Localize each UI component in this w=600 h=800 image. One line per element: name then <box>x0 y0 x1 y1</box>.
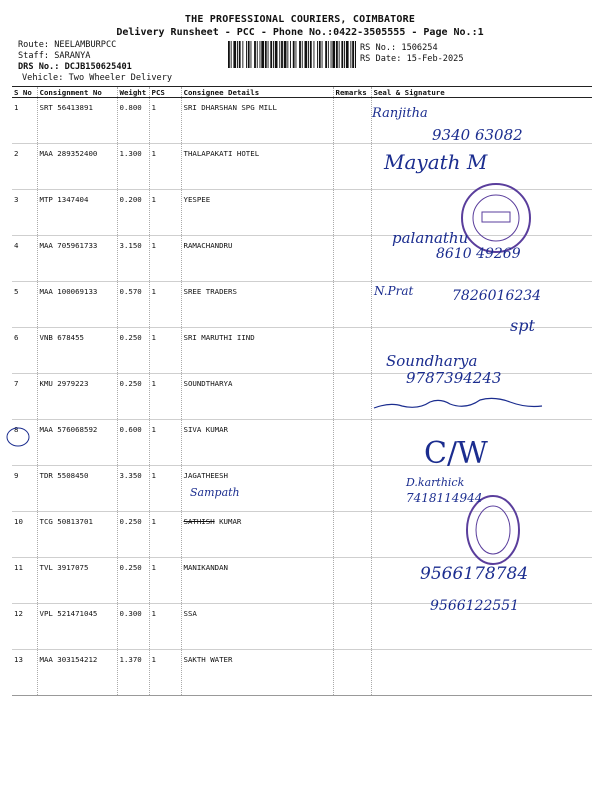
phone-row-10: 7418114944 <box>406 491 483 505</box>
barcode-bar <box>237 41 238 68</box>
cell-pcs: 1 <box>149 282 181 328</box>
rs-date-value: 15-Feb-2025 <box>406 54 464 64</box>
cell-weight: 0.570 <box>117 282 149 328</box>
phone-row-12: 9566178784 <box>420 564 529 584</box>
col-signature: Seal & Signature <box>371 87 592 98</box>
cell-consignment: TCG 50813701 <box>37 512 117 558</box>
barcode-bar <box>332 41 335 68</box>
vehicle-value: Two Wheeler Delivery <box>68 73 173 83</box>
col-remarks: Remarks <box>333 87 371 98</box>
remark-row-9: C/W <box>424 436 488 471</box>
rs-no-value: 1506254 <box>401 43 438 53</box>
route-line <box>18 40 116 51</box>
cell-remarks <box>333 466 371 512</box>
cell-pcs: 1 <box>149 512 181 558</box>
cell-sno: 3 <box>12 190 37 236</box>
barcode-bar <box>270 41 272 68</box>
cell-consignee: SREE TRADERS <box>181 282 333 328</box>
phone-row-7: 9787394243 <box>406 369 502 387</box>
cell-consignee: SIVA KUMAR <box>181 420 333 466</box>
cell-signature <box>371 650 592 696</box>
cell-remarks <box>333 420 371 466</box>
barcode-bar <box>331 41 332 68</box>
cell-consignee: THALAPAKATI HOTEL <box>181 144 333 190</box>
cell-consignment: MAA 576068592 <box>37 420 117 466</box>
cell-sno: 5 <box>12 282 37 328</box>
barcode-bar <box>293 41 295 68</box>
cell-pcs: 1 <box>149 374 181 420</box>
phone-row-1: 9340 63082 <box>432 126 523 144</box>
cell-pcs: 1 <box>149 420 181 466</box>
barcode-bar <box>355 41 356 68</box>
barcode-bar <box>233 41 236 68</box>
cell-weight: 3.350 <box>117 466 149 512</box>
cell-pcs: 1 <box>149 144 181 190</box>
cell-pcs: 1 <box>149 650 181 696</box>
barcode-bar <box>325 41 327 68</box>
barcode-bar <box>317 41 318 68</box>
signature-row-2: Mayath M <box>384 150 488 174</box>
cell-sno: 11 <box>12 558 37 604</box>
cell-weight: 0.250 <box>117 328 149 374</box>
barcode-bar <box>314 41 315 68</box>
drs-label: DRS No.: <box>18 62 60 72</box>
barcode-bar <box>239 41 241 68</box>
cell-weight: 0.200 <box>117 190 149 236</box>
staff-value: SARANYA <box>54 51 91 61</box>
barcode-bar <box>281 41 283 68</box>
rs-no-line <box>360 43 438 53</box>
barcode-bar <box>284 41 287 68</box>
barcode-bar <box>257 41 258 68</box>
cell-remarks <box>333 604 371 650</box>
cell-weight: 1.370 <box>117 650 149 696</box>
company-seal-stamp <box>458 180 534 256</box>
cell-weight: 0.250 <box>117 374 149 420</box>
cell-sno: 12 <box>12 604 37 650</box>
rs-no-label: RS No.: <box>360 43 397 53</box>
barcode-bar <box>265 41 267 68</box>
cell-remarks <box>333 190 371 236</box>
phone-row-13: 9566122551 <box>430 598 520 614</box>
drs-line <box>18 62 132 73</box>
barcode-bar <box>290 41 291 68</box>
signature-row-4: palanathu <box>392 229 469 247</box>
cell-consignment: TDR 5508450 <box>37 466 117 512</box>
rs-date-line <box>360 54 464 64</box>
cell-weight: 3.150 <box>117 236 149 282</box>
cell-remarks <box>333 98 371 144</box>
barcode-bar <box>339 41 340 68</box>
col-sno: S No <box>12 87 37 98</box>
barcode-bar <box>305 41 308 68</box>
cell-remarks <box>333 282 371 328</box>
barcode-bar <box>336 41 338 68</box>
cell-consignee: RAMACHANDRU <box>181 236 333 282</box>
barcode-bar <box>328 41 329 68</box>
barcode-bar <box>352 41 354 68</box>
barcode-bar <box>260 41 261 68</box>
cell-consignee: SSA <box>181 604 333 650</box>
cell-sno: 2 <box>12 144 37 190</box>
cell-consignment: MAA 289352400 <box>37 144 117 190</box>
vehicle-label: Vehicle: <box>22 73 64 83</box>
barcode-bar <box>242 41 243 68</box>
cell-consignment: KMU 2979223 <box>37 374 117 420</box>
barcode-bar <box>273 41 274 68</box>
staff-label: Staff: <box>18 51 50 61</box>
cell-consignee: YESPEE <box>181 190 333 236</box>
company-title: THE PROFESSIONAL COURIERS, COIMBATORE <box>184 14 416 25</box>
circle-mark <box>4 425 32 449</box>
struck-name: SATHISH <box>183 517 215 526</box>
cell-sno: 9 <box>12 466 37 512</box>
barcode-bar <box>254 41 256 68</box>
scribble-signature-row-8 <box>370 392 550 418</box>
signature-row-1: Ranjitha <box>372 106 428 121</box>
barcode-bar <box>296 41 297 68</box>
signature-row-7: Soundharya <box>386 352 478 370</box>
cell-weight: 1.300 <box>117 144 149 190</box>
barcode-bar <box>246 41 247 68</box>
cell-consignment: TVL 3917075 <box>37 558 117 604</box>
barcode-bar <box>231 41 232 68</box>
cell-weight: 0.300 <box>117 604 149 650</box>
consignee-name: KUMAR <box>219 517 242 526</box>
cell-consignment: VNB 678455 <box>37 328 117 374</box>
cell-consignee: SRI MARUTHI IIND <box>181 328 333 374</box>
cell-consignee: MANIKANDAN <box>181 558 333 604</box>
vehicle-line <box>22 73 172 84</box>
cell-consignment: SRT 56413891 <box>37 98 117 144</box>
cell-remarks <box>333 650 371 696</box>
barcode-bar <box>251 41 252 68</box>
route-label: Route: <box>18 40 50 50</box>
cell-remarks <box>333 558 371 604</box>
barcode-bar <box>346 41 349 68</box>
cell-pcs: 1 <box>149 98 181 144</box>
signature-row-10: D.karthick <box>406 476 465 489</box>
cell-weight: 0.250 <box>117 512 149 558</box>
cell-remarks <box>333 374 371 420</box>
barcode-bar <box>341 41 343 68</box>
col-consignment: Consignment No <box>37 87 117 98</box>
phone-row-5: 7826016234 <box>452 288 542 304</box>
note-row-10: Sampath <box>190 486 240 499</box>
table-header-row <box>12 87 592 98</box>
cell-consignment: MAA 705961733 <box>37 236 117 282</box>
barcode-bar <box>287 41 288 68</box>
cell-remarks <box>333 328 371 374</box>
cell-consignment: MAA 100069133 <box>37 282 117 328</box>
cell-weight: 0.800 <box>117 98 149 144</box>
cell-pcs: 1 <box>149 466 181 512</box>
cell-consignment: MAA 303154212 <box>37 650 117 696</box>
table-row <box>12 420 592 466</box>
col-weight: Weight <box>117 87 149 98</box>
barcode-bar <box>344 41 345 68</box>
phone-row-4: 8610 49269 <box>436 246 521 262</box>
signature-row-5: N.Prat <box>374 284 414 298</box>
cell-sno: 7 <box>12 374 37 420</box>
cell-remarks <box>333 512 371 558</box>
barcode-bar <box>228 41 230 68</box>
cell-pcs: 1 <box>149 328 181 374</box>
cell-sno: 6 <box>12 328 37 374</box>
barcode-bar <box>299 41 301 68</box>
table-row <box>12 328 592 374</box>
cell-pcs: 1 <box>149 236 181 282</box>
barcode-bar <box>310 41 312 68</box>
signature-row-6: spt <box>510 316 535 335</box>
cell-pcs: 1 <box>149 190 181 236</box>
barcode-bar <box>261 41 264 68</box>
cell-consignee: SAKTH WATER <box>181 650 333 696</box>
col-consignee: Consignee Details <box>181 87 333 98</box>
cell-consignee: SOUNDTHARYA <box>181 374 333 420</box>
cell-remarks <box>333 144 371 190</box>
cell-pcs: 1 <box>149 604 181 650</box>
rs-date-label: RS Date: <box>360 54 402 64</box>
barcode-bar <box>322 41 323 68</box>
cell-consignee: JAGATHEESH <box>181 466 333 512</box>
drs-value: DCJB150625401 <box>64 62 132 72</box>
barcode-bar <box>319 41 321 68</box>
cell-sno: 8 <box>12 420 37 466</box>
cell-remarks <box>333 236 371 282</box>
cell-consignment: VPL 521471045 <box>37 604 117 650</box>
cell-sno: 13 <box>12 650 37 696</box>
cell-consignment: MTP 1347404 <box>37 190 117 236</box>
barcode-bar <box>275 41 278 68</box>
cell-sno: 1 <box>12 98 37 144</box>
barcode-bar <box>268 41 269 68</box>
barcode-bar <box>308 41 309 68</box>
cell-sno: 10 <box>12 512 37 558</box>
cell-pcs: 1 <box>149 558 181 604</box>
table-row <box>12 650 592 696</box>
cell-consignee <box>181 512 333 558</box>
cell-sno: 4 <box>12 236 37 282</box>
cell-weight: 0.600 <box>117 420 149 466</box>
col-pcs: PCS <box>149 87 181 98</box>
barcode-bar <box>279 41 280 68</box>
barcode-bar <box>248 41 250 68</box>
cell-consignee: SRI DHARSHAN SPG MILL <box>181 98 333 144</box>
barcode-image <box>228 41 356 68</box>
staff-line <box>18 51 90 62</box>
route-value: NEELAMBURPCC <box>54 40 117 50</box>
barcode-bar <box>302 41 303 68</box>
barcode-bar <box>350 41 351 68</box>
cell-weight: 0.250 <box>117 558 149 604</box>
runsheet-title: Delivery Runsheet - PCC - Phone No.:0422-3505555 - Page No.:1 <box>116 27 484 38</box>
